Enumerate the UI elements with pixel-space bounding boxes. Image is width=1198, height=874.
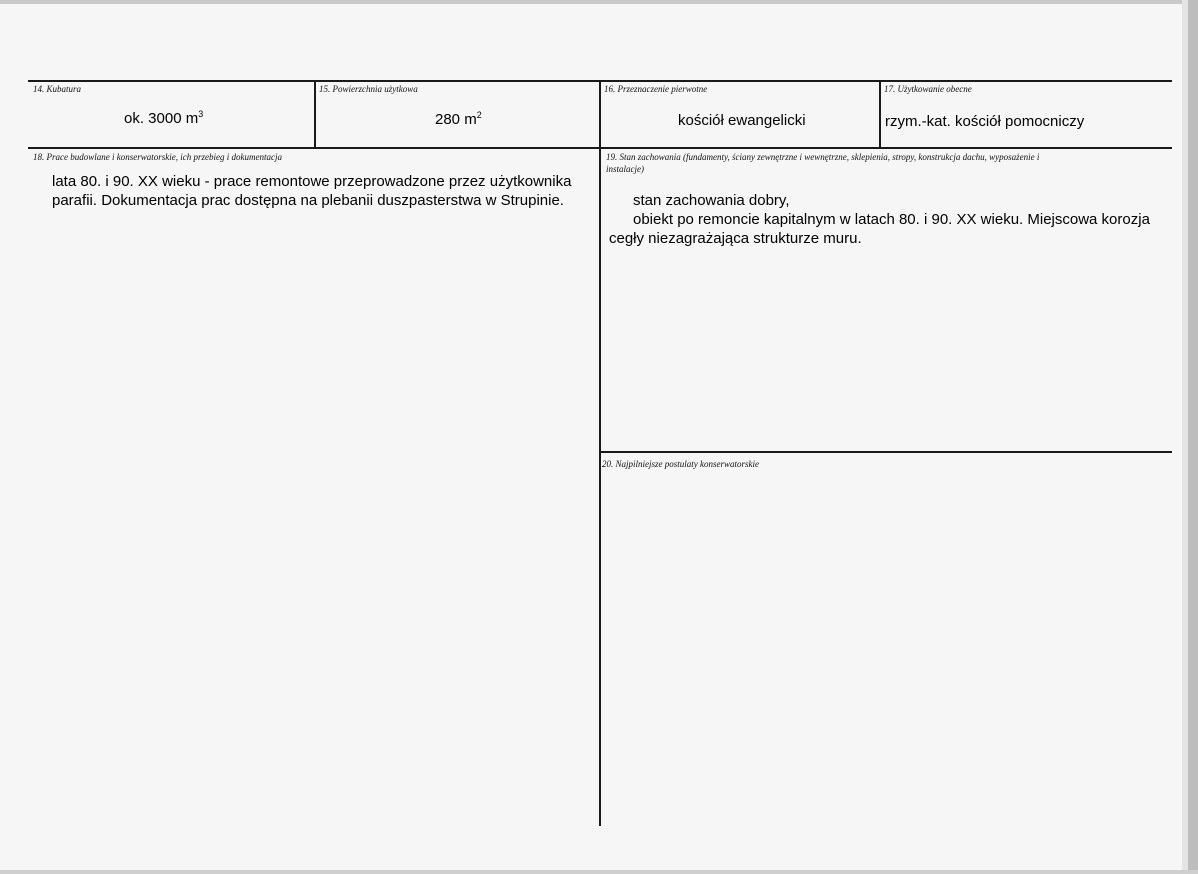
field-19-label-line-1: 19. Stan zachowania (fundamenty, ściany zewnętrzne i wewnętrzne, sklepienia, stropy, konstrukcja dachu, wyposażenie i (606, 152, 1040, 162)
field-15-label: 15. Powierzchnia użytkowa (319, 84, 418, 94)
divider-center (599, 80, 601, 826)
field-14-label: 14. Kubatura (33, 84, 82, 94)
field-14-value (124, 110, 203, 127)
field-16-label: 16. Przeznaczenie pierwotne (604, 84, 708, 94)
field-15-value-text: 280 m (435, 111, 477, 128)
field-20-label: 20. Najpilniejsze postulaty konserwatorskie (602, 459, 759, 469)
field-19-line-3: cegły niezagrażająca strukturze muru. (609, 230, 862, 247)
field-19-line-1: stan zachowania dobry, (633, 192, 790, 209)
divider-14-15 (314, 80, 316, 149)
divider-16-17 (879, 80, 881, 149)
field-15-value (435, 111, 482, 128)
field-18-line-2: parafii. Dokumentacja prac dostępna na plebanii duszpasterstwa w Strupinie. (52, 192, 564, 209)
field-18-line-1: lata 80. i 90. XX wieku - prace remontowe przeprowadzone przez użytkownika (52, 173, 572, 190)
field-14-unit-superscript: 3 (198, 109, 204, 119)
field-18-label: 18. Prace budowlane i konserwatorskie, ich przebieg i dokumentacja (33, 152, 282, 162)
field-19-label-line-2: instalacje) (606, 164, 644, 174)
field-19-line-2: obiekt po remoncie kapitalnym w latach 80. i 90. XX wieku. Miejscowa korozja (633, 211, 1150, 228)
rule-f19-bottom (599, 451, 1172, 453)
field-15-unit-superscript: 2 (476, 110, 482, 120)
field-17-value: rzym.-kat. kościół pomocniczy (885, 113, 1085, 130)
field-14-value-text: ok. 3000 m (124, 110, 199, 127)
scan-edge-bottom (0, 870, 1198, 874)
field-16-value: kościół ewangelicki (678, 112, 806, 129)
scan-edge-right (1188, 0, 1198, 874)
field-17-label: 17. Użytkowanie obecne (884, 84, 972, 94)
scan-edge-top (0, 0, 1198, 4)
